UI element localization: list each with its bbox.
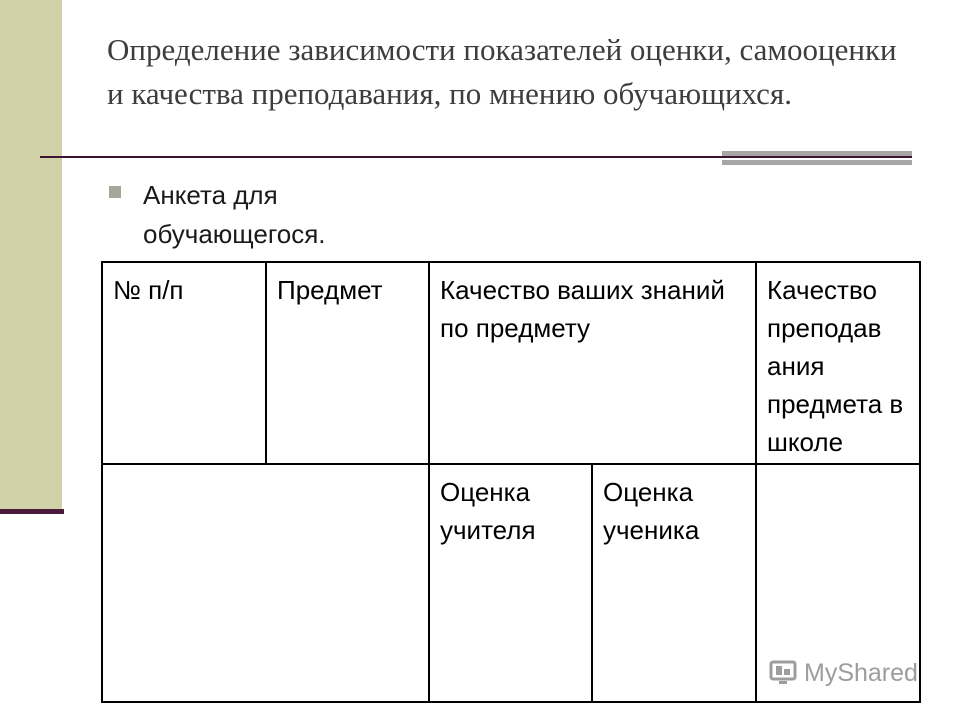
header-knowledge-label: Качество ваших знаний по предмету: [440, 275, 725, 343]
survey-table: [101, 261, 921, 703]
header-cell-knowledge-quality: [429, 262, 756, 464]
header-subject-label: Предмет: [277, 275, 383, 305]
bullet-text: Анкета для обучающегося.: [143, 180, 326, 249]
subheader-student-label: Оценка ученика: [603, 477, 700, 545]
header-cell-teaching-quality: [756, 262, 920, 464]
monitor-icon: [768, 658, 798, 688]
watermark-text: MyShared: [804, 658, 918, 687]
header-teaching-label: Качество преподав ания предмета в школе: [767, 275, 904, 457]
slide-title: Определение зависимости показателей оценки, самооценки и качества преподавания, по мнению обучающихся.: [107, 32, 897, 111]
subheader-cell-teacher-grade: [429, 464, 592, 702]
watermark: [768, 655, 918, 691]
empty-cell: [102, 464, 429, 702]
side-decoration-line: [0, 509, 64, 514]
table-header-row: [102, 262, 920, 464]
title-underline-accent-bottom: [722, 160, 912, 165]
header-number-label: № п/п: [113, 275, 184, 305]
header-cell-number: [102, 262, 266, 464]
subheader-teacher-label: Оценка учителя: [440, 477, 536, 545]
header-cell-subject: [266, 262, 429, 464]
bullet-square-icon: [109, 186, 121, 198]
title-underline: [40, 156, 912, 158]
side-decoration-bar: [0, 0, 62, 512]
title-underline-accent-top: [722, 151, 912, 156]
subheader-cell-student-grade: [592, 464, 756, 702]
